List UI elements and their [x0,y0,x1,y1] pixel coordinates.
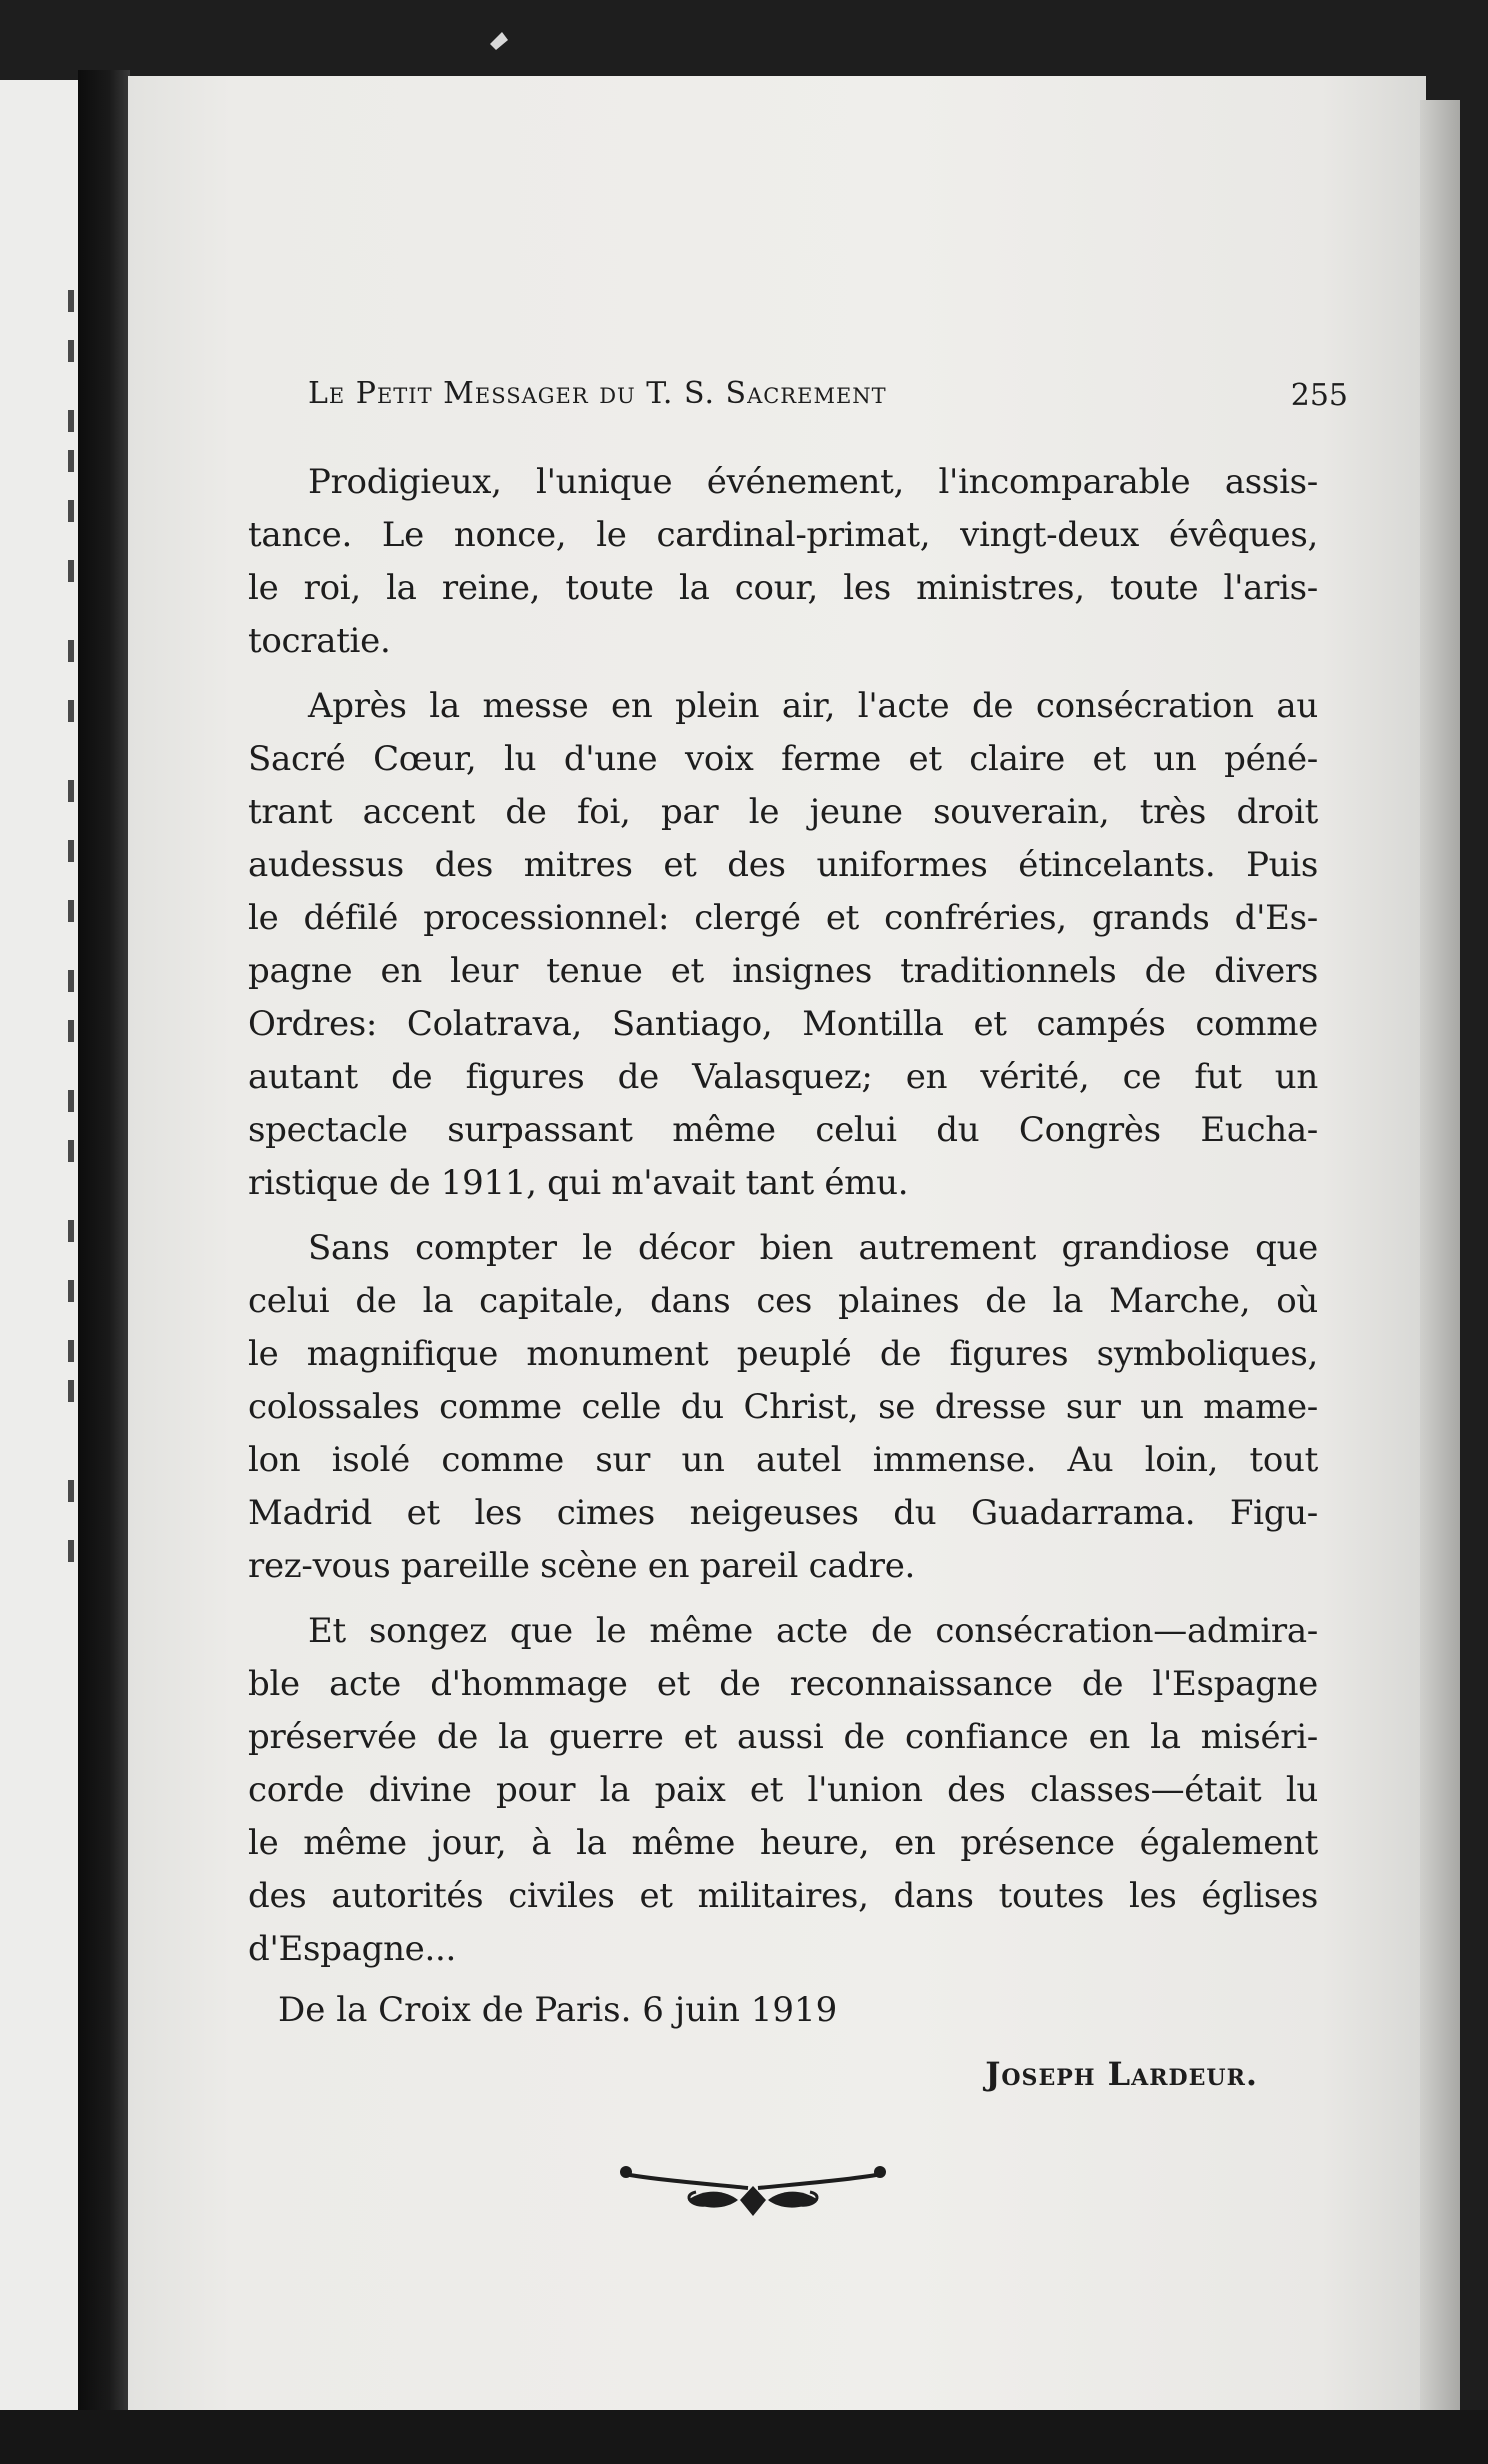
paragraph-2-line: autant de figures de Valasquez; en vérité, ce fut un [248,1057,1318,1097]
facing-page-fragment [68,290,74,312]
facing-page-fragment [68,1020,74,1042]
facing-page-fragment [68,840,74,862]
paragraph-3-line: Sans compter le décor bien autrement grandiose que [308,1228,1318,1268]
page-content [128,76,1426,2422]
paragraph-4-line: corde divine pour la paix et l'union des classes—était lu [248,1770,1318,1810]
paragraph-2-line: Sacré Cœur, lu d'une voix ferme et claire et un péné- [248,739,1318,779]
paragraph-2-line: Ordres: Colatrava, Santiago, Montilla et campés comme [248,1004,1318,1044]
dust-mark [488,30,510,52]
paragraph-2-line: Après la messe en plein air, l'acte de consécration au [308,686,1318,726]
paragraph-2-line: audessus des mitres et des uniformes étincelants. Puis [248,845,1318,885]
paragraph-4-line: Et songez que le même acte de consécration—admira- [308,1611,1318,1651]
paragraph-3-line: Madrid et les cimes neigeuses du Guadarrama. Figu- [248,1493,1318,1533]
facing-page-fragment [68,1280,74,1302]
facing-page-fragment [68,640,74,662]
paragraph-1-line: tocratie. [248,621,391,661]
facing-page-fragment [68,410,74,432]
paragraph-3-line: colossales comme celle du Christ, se dresse sur un mame- [248,1387,1318,1427]
facing-page-fragment [68,1140,74,1162]
facing-page-fragment [68,700,74,722]
paragraph-4-line: des autorités civiles et militaires, dans toutes les églises [248,1876,1318,1916]
facing-page-edge [0,80,78,2410]
paragraph-3-line: le magnifique monument peuplé de figures symboliques, [248,1334,1318,1374]
facing-page-fragment [68,340,74,362]
book-page [128,76,1426,2422]
book-gutter [78,70,130,2440]
paragraph-2-line: le défilé processionnel: clergé et confréries, grands d'Es- [248,898,1318,938]
facing-page-fragment [68,1540,74,1562]
scan-bottom-edge [0,2410,1488,2464]
ornamental-divider [618,2156,888,2226]
paragraph-1-line: Prodigieux, l'unique événement, l'incomparable assis- [308,462,1318,502]
author-signature: Joseph Lardeur. [985,2055,1258,2093]
paragraph-3-line: rez-vous pareille scène en pareil cadre. [248,1546,916,1586]
running-head-title: Le Petit Messager du T. S. Sacrement [308,376,887,411]
paragraph-2-line: pagne en leur tenue et insignes traditionnels de divers [248,951,1318,991]
page-stack-edge [1420,100,1460,2430]
page-number: 255 [1290,378,1348,413]
paragraph-2-line: spectacle surpassant même celui du Congrès Eucha- [248,1110,1318,1150]
facing-page-fragment [68,450,74,472]
facing-page-fragment [68,970,74,992]
facing-page-fragment [68,780,74,802]
paragraph-1-line: tance. Le nonce, le cardinal-primat, vingt-deux évêques, [248,515,1318,555]
article-body [248,456,1318,2093]
facing-page-fragment [68,900,74,922]
paragraph-4-line: préservée de la guerre et aussi de confiance en la miséri- [248,1717,1318,1757]
facing-page-fragment [68,1340,74,1362]
paragraph-4-line: ble acte d'hommage et de reconnaissance de l'Espagne [248,1664,1318,1704]
running-head [308,376,1348,426]
paragraph-2-line: trant accent de foi, par le jeune souverain, très droit [248,792,1318,832]
paragraph-2-line: ristique de 1911, qui m'avait tant ému. [248,1163,909,1203]
paragraph-3-line: lon isolé comme sur un autel immense. Au loin, tout [248,1440,1318,1480]
facing-page-fragment [68,1220,74,1242]
facing-page-text-fragments [0,80,78,2410]
facing-page-fragment [68,500,74,522]
paragraph-3-line: celui de la capitale, dans ces plaines de la Marche, où [248,1281,1318,1321]
facing-page-fragment [68,1380,74,1402]
facing-page-fragment [68,1090,74,1112]
facing-page-fragment [68,560,74,582]
facing-page-fragment [68,1480,74,1502]
paragraph-4-line: le même jour, à la même heure, en présence également [248,1823,1318,1863]
paragraph-1-line: le roi, la reine, toute la cour, les ministres, toute l'aris- [248,568,1318,608]
source-citation: De la Croix de Paris. 6 juin 1919 [278,1990,838,2030]
paragraph-4-line: d'Espagne... [248,1929,457,1969]
